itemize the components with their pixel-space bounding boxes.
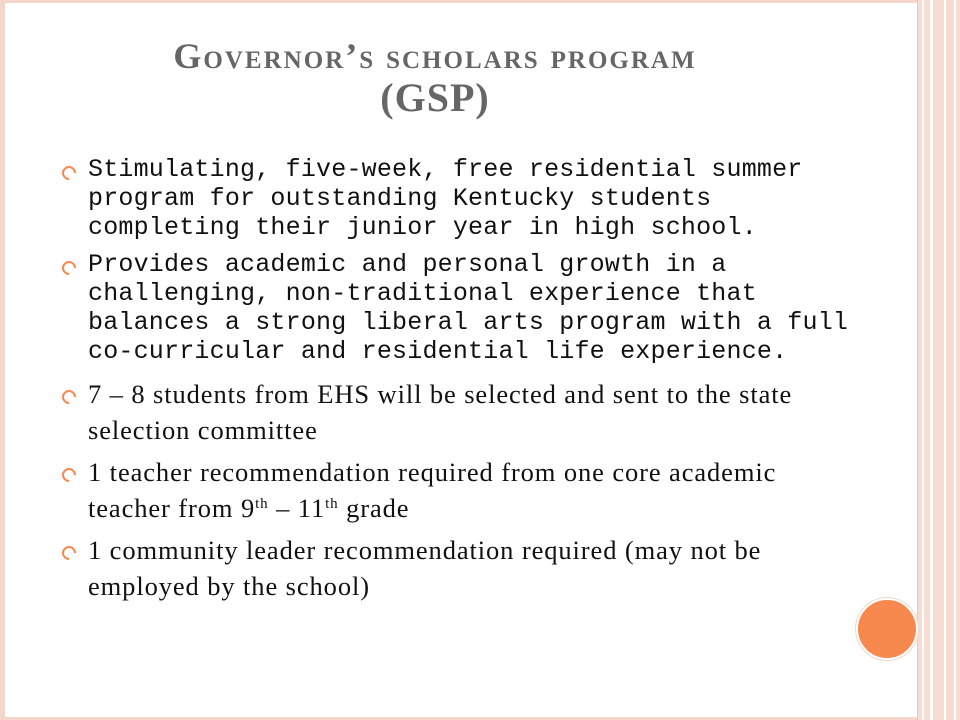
title-line-2: (GSP) — [380, 75, 490, 121]
side-stripe — [954, 0, 956, 720]
bullet-text: Stimulating, five-week, free residential summer program for outstanding Kentucky students completing their junior year in high school. — [88, 155, 803, 242]
decorative-circle-icon — [856, 598, 918, 660]
side-stripe — [944, 0, 946, 720]
bullet-text-part: grade — [338, 493, 410, 523]
bullet-item — [62, 532, 852, 604]
bullet-list — [62, 155, 852, 604]
side-stripe — [930, 0, 933, 720]
frame-top-border — [0, 0, 960, 3]
bullet-ring-icon — [59, 163, 79, 183]
bullet-ring-icon — [59, 543, 79, 563]
bullet-text: 1 community leader recommendation required (may not be employed by the school) — [88, 535, 762, 601]
bullet-item — [62, 454, 852, 526]
side-stripe — [922, 0, 924, 720]
bullet-text-part: 1 teacher recommendation required from one core academic teacher from 9 — [88, 457, 777, 523]
bullet-item — [62, 155, 852, 242]
bullet-item — [62, 376, 852, 448]
frame-left-border — [0, 0, 5, 720]
bullet-item — [62, 250, 852, 366]
bullet-text: 7 – 8 students from EHS will be selected and sent to the state selection committee — [88, 379, 793, 445]
bullet-text: Provides academic and personal growth in a challenging, non-traditional experience that balances a strong liberal arts program with a full co-curricular and residential life experience. — [88, 250, 849, 366]
bullet-text — [88, 454, 852, 526]
superscript: th — [255, 496, 269, 512]
bullet-ring-icon — [59, 387, 79, 407]
title-line-1: Governor’s scholars program — [173, 36, 697, 76]
bullet-ring-icon — [59, 465, 79, 485]
slide-title — [60, 36, 810, 121]
bullet-text-part: – 11 — [268, 493, 326, 523]
bullet-ring-icon — [59, 258, 79, 278]
superscript: th — [325, 496, 339, 512]
